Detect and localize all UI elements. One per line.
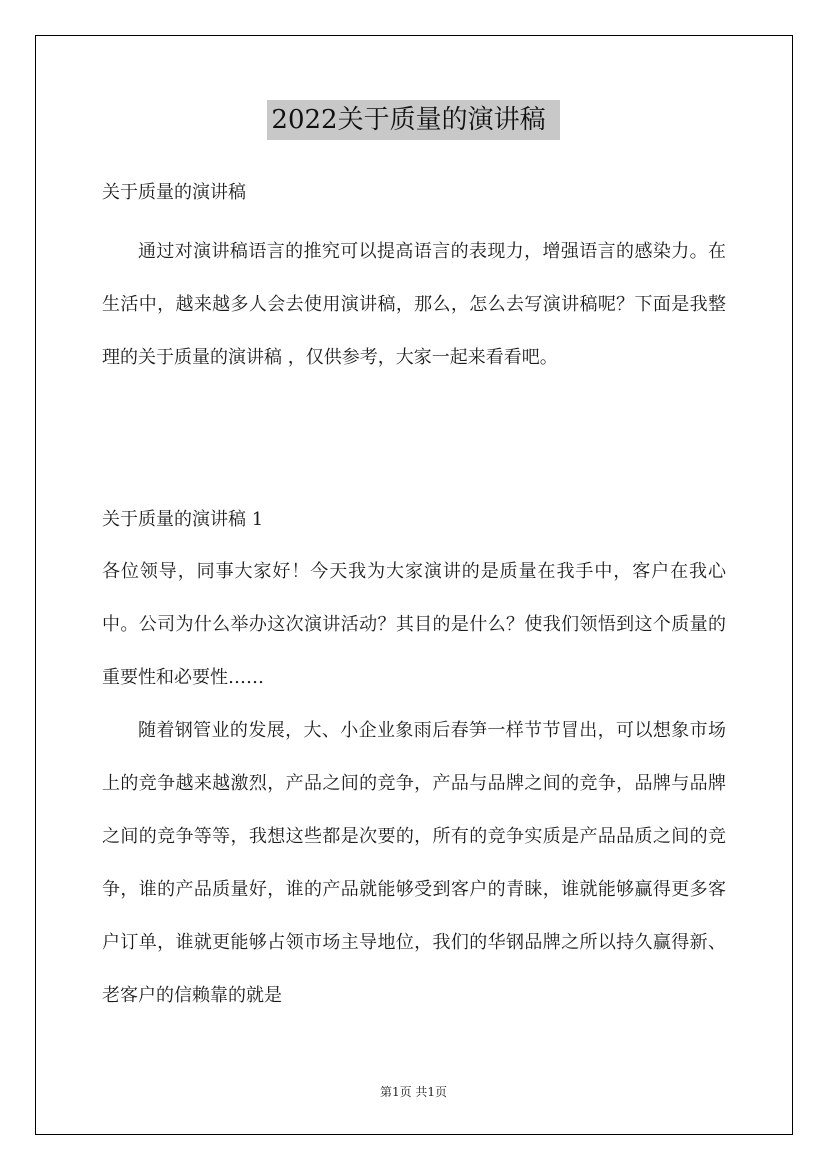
document-title: 2022关于质量的演讲稿 <box>267 100 559 140</box>
section-body <box>102 545 726 1022</box>
body-paragraph-2: 随着钢管业的发展，大、小企业象雨后春笋一样节节冒出，可以想象市场上的竞争越来越激烈，产品之间的竞争，产品与品牌之间的竞争，品牌与品牌之间的竞争等等，我想这些都是次要的，所有的竞争实质是产品品质之间的竞争，谁的产品质量好，谁的产品就能够受到客户的青睐，谁就能够赢得更多客户订单，谁就更能够占领市场主导地位，我们的华钢品牌之所以持久赢得新、老客户的信赖靠的就是 <box>102 720 726 1006</box>
title-container <box>0 100 827 140</box>
page-footer: 第1页 共1页 <box>379 1085 448 1099</box>
document-subtitle: 关于质量的演讲稿 <box>102 182 246 203</box>
subtitle-block <box>102 170 726 216</box>
section-heading-block <box>102 497 726 543</box>
body-paragraph-1: 各位领导，同事大家好！今天我为大家演讲的是质量在我手中，客户在我心中。公司为什么举办这次演讲活动？其目的是什么？使我们领悟到这个质量的重要性和必要性…… <box>102 561 726 688</box>
section-heading: 关于质量的演讲稿 1 <box>102 509 264 530</box>
intro-block <box>102 225 726 384</box>
intro-paragraph: 通过对演讲稿语言的推究可以提高语言的表现力，增强语言的感染力。在生活中，越来越多人会去使用演讲稿，那么，怎么去写演讲稿呢？下面是我整理的关于质量的演讲稿 ，仅供参考，大家一起来看看吧。 <box>102 241 726 368</box>
